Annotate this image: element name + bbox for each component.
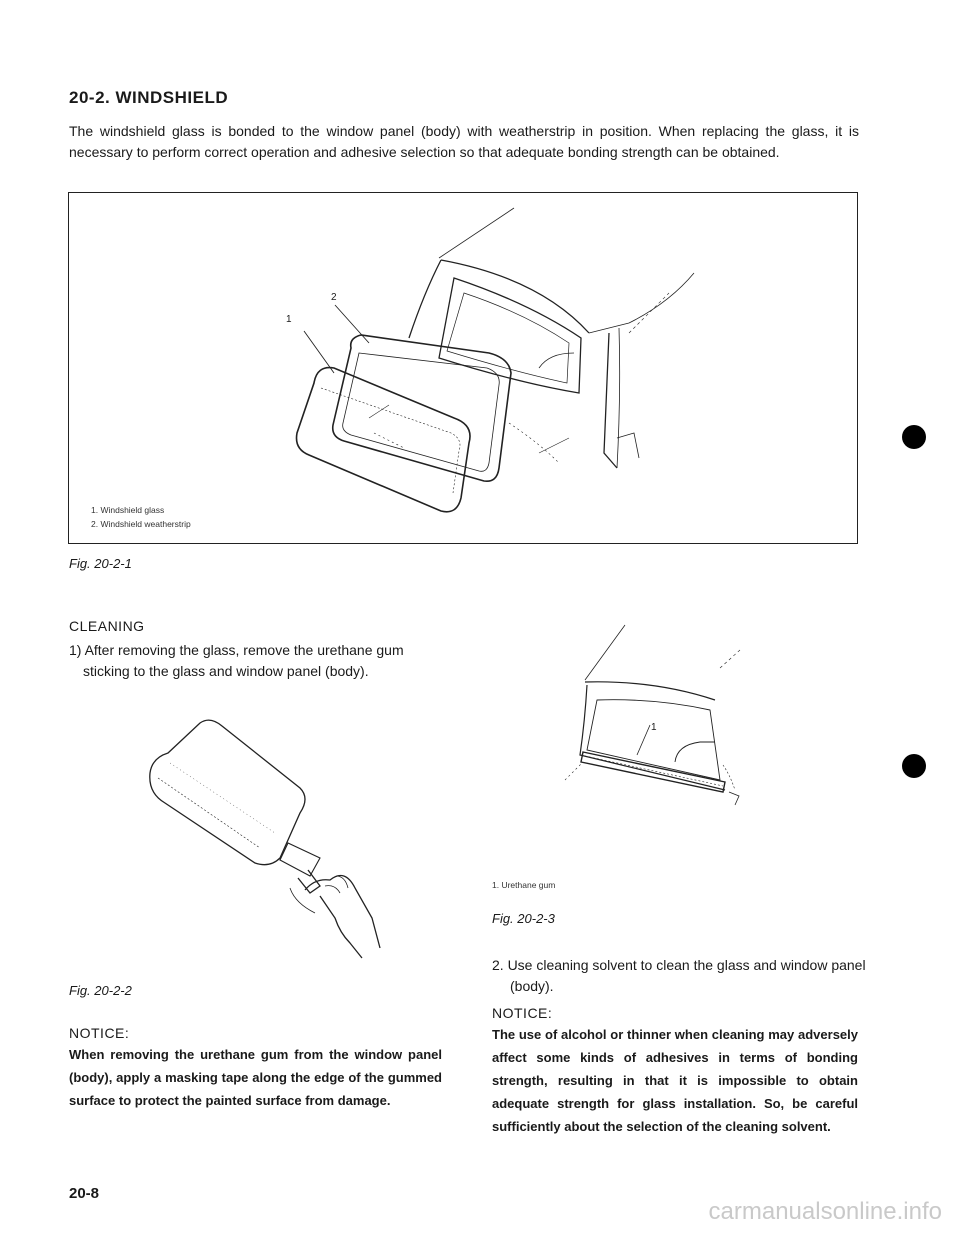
cleaning-step-2: 2. Use cleaning solvent to clean the glass and window panel (body). (492, 957, 866, 994)
notice-right-label: NOTICE: (492, 1005, 553, 1021)
legend-item-2: 2. Windshield weatherstrip (91, 519, 191, 529)
notice-right-text: The use of alcohol or thinner when cleaning may adversely affect some kinds of adhesives in terms of bonding strength, resulting in that it is impossible to obtain adequate strength for glass installation. So, be careful sufficiently about the selection of the cleaning solvent. (492, 1027, 858, 1134)
callout-2: 2 (331, 292, 337, 303)
figure3-caption: Fig. 20-2-3 (492, 911, 555, 926)
watermark: carmanualsonline.info (708, 1198, 942, 1225)
page-number: 20-8 (69, 1185, 100, 1202)
windshield-illustration (69, 193, 857, 543)
notice-left-label: NOTICE: (69, 1025, 130, 1041)
figure3-legend: 1. Urethane gum (492, 880, 556, 890)
legend-item-1: 1. Windshield glass (91, 505, 165, 515)
figure1-legend (91, 503, 191, 531)
cleaning-step-1: 1) After removing the glass, remove the urethane gum sticking to the glass and window panel (body). (69, 642, 404, 679)
urethane-gum-illustration (525, 610, 765, 810)
callout-urethane: 1 (651, 722, 657, 733)
binder-hole-top (902, 425, 926, 449)
section-title: 20-2. WINDSHIELD (69, 88, 229, 107)
figure2-caption: Fig. 20-2-2 (69, 983, 132, 998)
figure-windshield-box (68, 192, 858, 544)
callout-1: 1 (286, 314, 292, 325)
glass-cleaning-illustration (140, 718, 400, 968)
binder-hole-bottom (902, 754, 926, 778)
figure1-caption: Fig. 20-2-1 (69, 556, 132, 571)
intro-paragraph: The windshield glass is bonded to the window panel (body) with weatherstrip in position. When replacing the glass, it is necessary to perform correct operation and adhesive selection so that adequate bonding strength can be obtained. (69, 123, 859, 160)
notice-left-text: When removing the urethane gum from the window panel (body), apply a masking tape along the edge of the gummed surface to protect the painted surface from damage. (69, 1047, 442, 1108)
cleaning-heading: CLEANING (69, 618, 145, 634)
